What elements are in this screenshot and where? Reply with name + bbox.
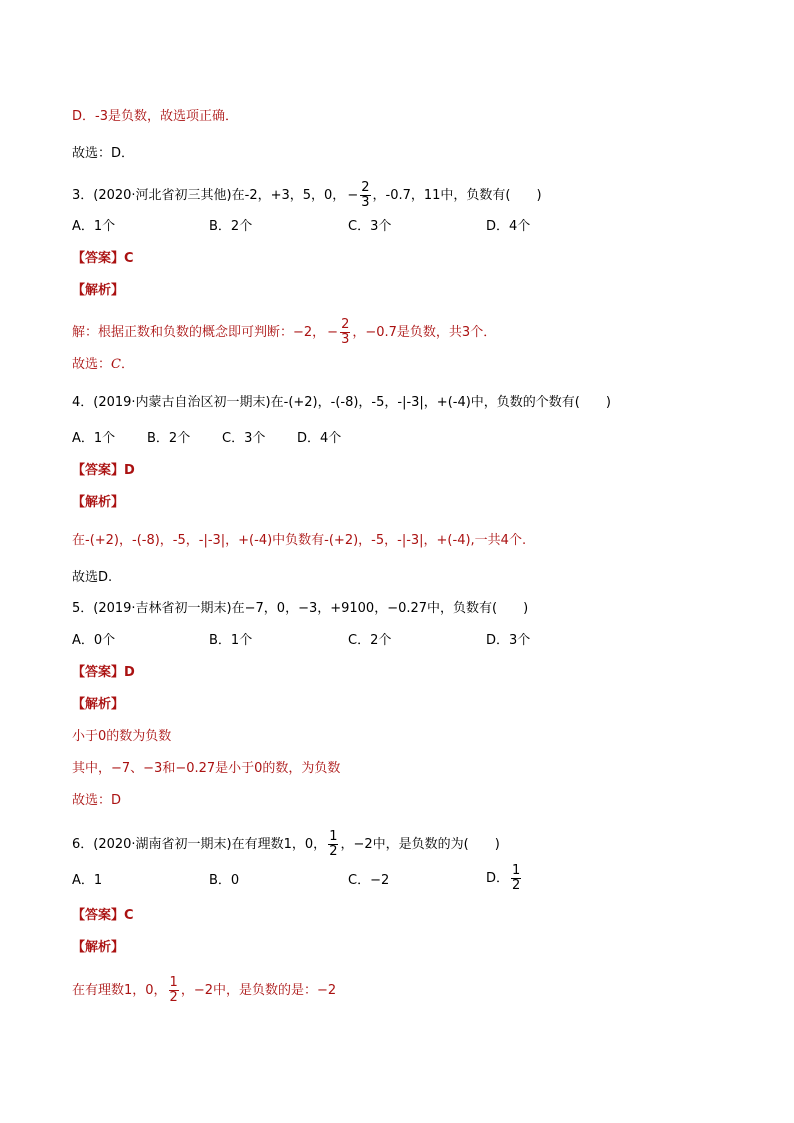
q4-option-c: C．3个 [222, 431, 266, 446]
q6-stem-part-a: 6．(2020·湖南省初一期末)在有理数1，0， [72, 837, 327, 852]
q3-choose-end: ． [120, 357, 134, 372]
q3-option-b: B．2个 [209, 219, 253, 234]
q6-sol-num: 1 [169, 975, 178, 990]
q3-analysis-heading: 【解析】 [72, 283, 125, 298]
q3-frac-num: 2 [361, 180, 370, 195]
q4-option-b: B．2个 [147, 431, 191, 446]
q3-sol-den: 3 [341, 332, 350, 347]
q3-option-c: C．3个 [348, 219, 392, 234]
q6-option-d-fraction [511, 864, 521, 893]
q6-sol-den: 2 [169, 990, 178, 1005]
question-3-stem [72, 181, 542, 210]
q3-frac-den: 3 [361, 195, 370, 210]
q5-option-c: C．2个 [348, 633, 392, 648]
q6-frac-num: 1 [329, 829, 338, 844]
q3-option-d: D．4个 [486, 219, 531, 234]
q3-solution-part-b: ，−0.7是负数，共3个． [352, 325, 497, 340]
q6-stem-part-b: ，−2中，是负数的为( ) [340, 837, 500, 852]
q6-solution [72, 976, 336, 1005]
q6-solution-fraction [169, 976, 179, 1005]
q3-solution-fraction [340, 318, 350, 347]
question-6-stem [72, 830, 500, 859]
q3-solution [72, 318, 496, 347]
q3-choose [72, 356, 134, 374]
q4-choose: 故选D. [72, 570, 113, 585]
q4-option-d: D．4个 [297, 431, 342, 446]
q5-analysis-heading: 【解析】 [72, 697, 125, 712]
q5-choose: 故选：D [72, 793, 122, 808]
q5-solution-line-1: 小于0的数为负数 [72, 729, 172, 744]
question-4-stem: 4．(2019·内蒙古自治区初一期末)在-(+2)，-(-8)，-5，-|-3|，+(-4)中，负数的个数有( ) [72, 395, 611, 410]
q5-solution-line-2: 其中，−7、−3和−0.27是小于0的数，为负数 [72, 761, 341, 776]
q6-option-d [486, 864, 523, 893]
q6-answer: 【答案】C [72, 908, 134, 923]
q6-option-b: B．0 [209, 873, 240, 888]
q3-stem-part-a: 3．(2020·河北省初三其他)在-2，+3，5，0， [72, 188, 346, 203]
q6-opt-d-den: 2 [512, 878, 521, 893]
q5-answer: 【答案】D [72, 665, 135, 680]
q6-option-d-label: D． [486, 871, 510, 886]
q4-solution: 在-(+2)，-(-8)，-5，-|-3|，+(-4)中负数有-(+2)，-5，-|-3|，+(-4),一共4个. [72, 533, 527, 548]
option-d-explanation: D．-3是负数，故选项正确． [72, 109, 238, 124]
q3-answer: 【答案】C [72, 251, 134, 266]
q6-fraction [328, 830, 338, 859]
q3-choose-letter: C [111, 357, 121, 372]
q3-stem-part-b: ，-0.7，11中，负数有( ) [372, 188, 542, 203]
question-5-stem: 5．(2019·吉林省初一期末)在−7，0，−3，+9100，−0.27中，负数有( ) [72, 601, 529, 616]
q6-solution-part-a: 在有理数1，0， [72, 983, 167, 998]
q6-analysis-heading: 【解析】 [72, 940, 125, 955]
minus-sign: − [327, 324, 339, 340]
q6-option-c: C．−2 [348, 873, 390, 888]
q6-opt-d-num: 1 [512, 863, 521, 878]
q5-option-b: B．1个 [209, 633, 253, 648]
q6-option-a: A．1 [72, 873, 103, 888]
q6-frac-den: 2 [329, 844, 338, 859]
q3-sol-num: 2 [341, 317, 350, 332]
q3-choose-label: 故选： [72, 357, 112, 372]
minus-sign: − [347, 187, 359, 203]
q3-fraction [360, 181, 370, 210]
q3-option-a: A．1个 [72, 219, 116, 234]
q3-solution-part-a: 解：根据正数和负数的概念即可判断：−2， [72, 325, 326, 340]
q5-option-a: A．0个 [72, 633, 116, 648]
q4-option-a: A．1个 [72, 431, 116, 446]
q4-answer: 【答案】D [72, 463, 135, 478]
q5-option-d: D．3个 [486, 633, 531, 648]
q4-analysis-heading: 【解析】 [72, 495, 125, 510]
q6-solution-part-b: ，−2中，是负数的是：−2 [180, 983, 337, 998]
choose-line: 故选：D． [72, 146, 135, 161]
